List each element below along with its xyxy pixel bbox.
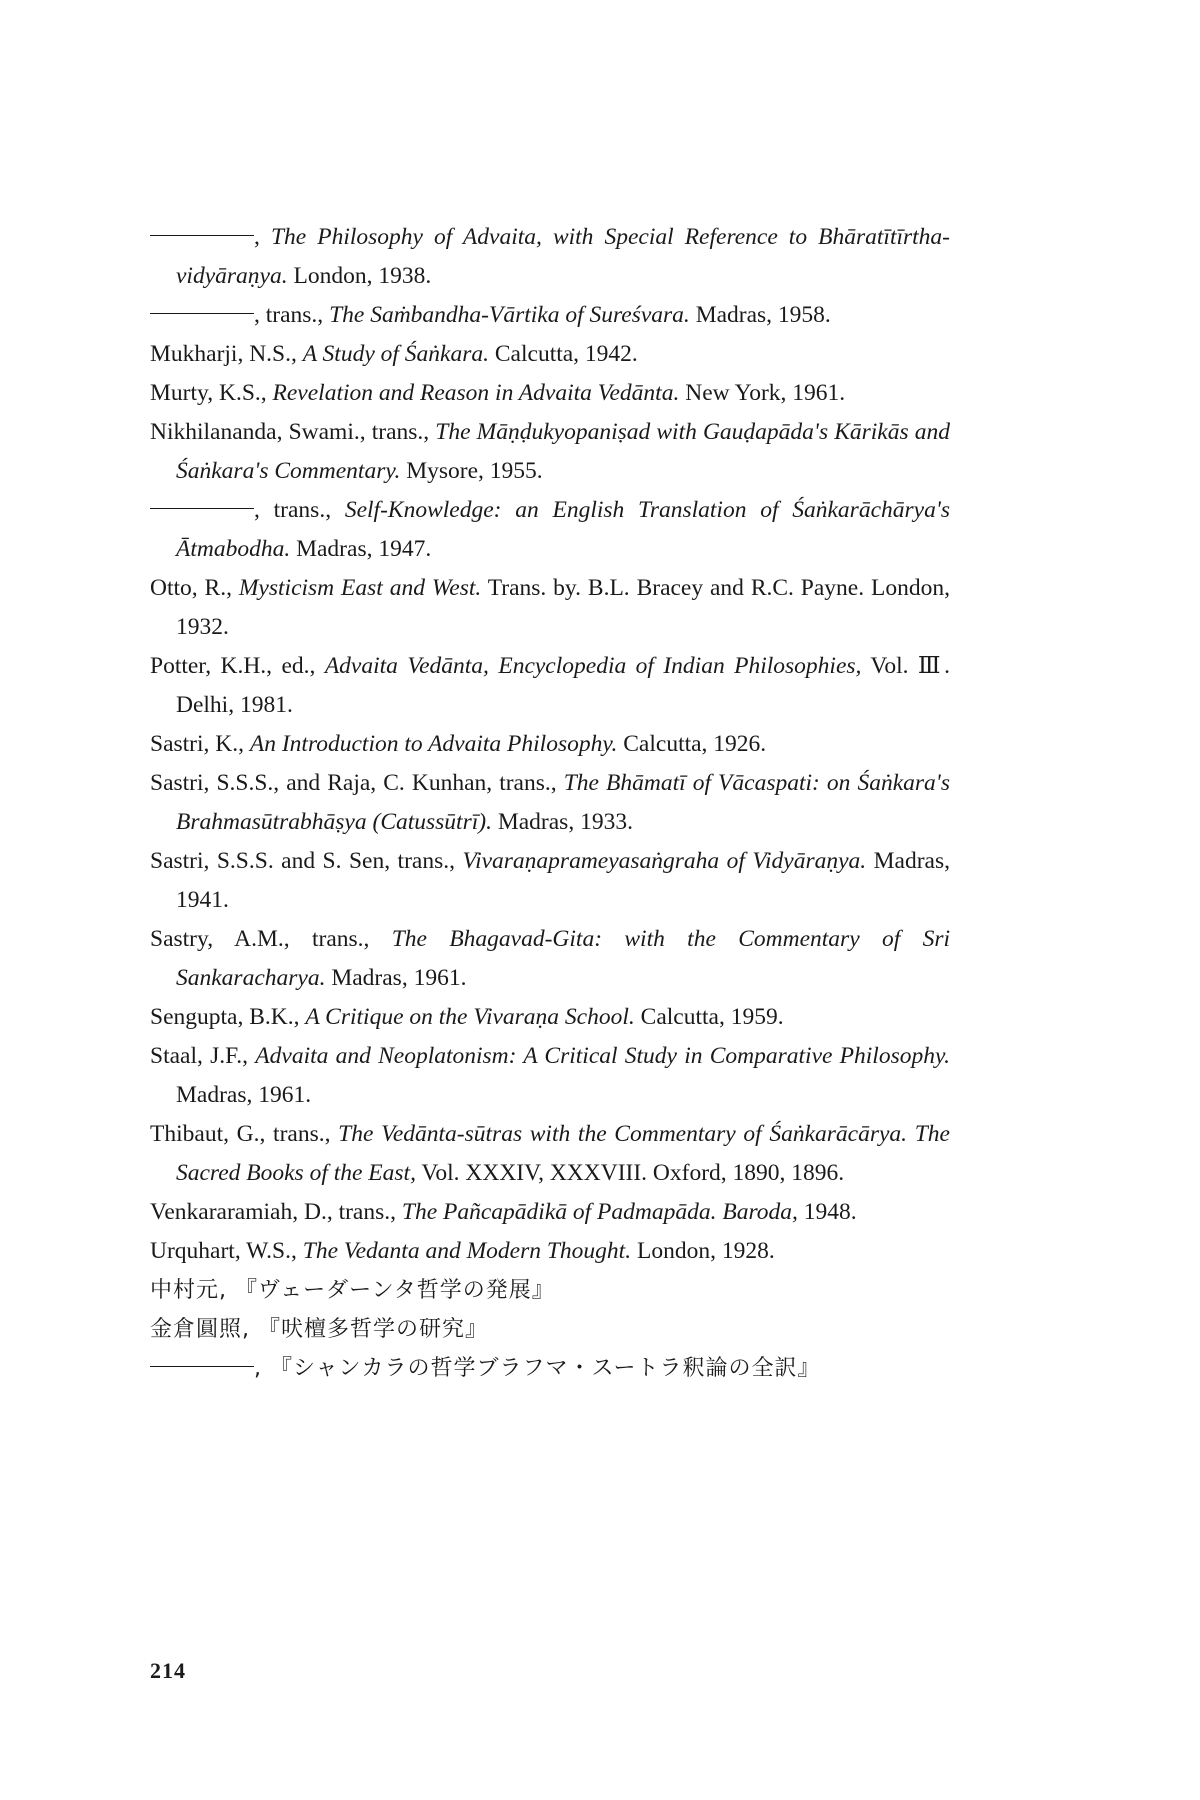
entry-title: Self-Knowledge: an English Translation of Śaṅkarāchārya's Ātmabodha. [176, 497, 950, 562]
entry-publication: Vol. Ⅲ. Delhi, 1981. [176, 653, 950, 718]
entry-author: , trans., [254, 497, 345, 523]
entry-author: Thibaut, G., trans., [150, 1121, 339, 1147]
entry-title: The Māṇḍukyopaniṣad with Gauḍapāda's Kārikās and Śaṅkara's Commentary. [176, 419, 950, 484]
entry-author: Sastri, K., [150, 731, 250, 757]
entry-title: The Bhāmatī of Vācaspati: on Śaṅkara's Brahmasūtrabhāṣya (Catussūtrī). [176, 770, 950, 835]
entry-author: Sastri, S.S.S., and Raja, C. Kunhan, trans., [150, 770, 564, 796]
entry-author: , [254, 224, 271, 250]
bibliography-page [150, 218, 950, 1388]
bibliography-entry [150, 569, 950, 647]
entry-title: The Bhagavad-Gita: with the Commentary of Sri Sankaracharya. [176, 926, 950, 991]
entry-publication: Madras, 1961. [325, 965, 467, 991]
entry-title: The Philosophy of Advaita, with Special Reference to Bhāratītīrtha-vidyāraṇya. [176, 224, 951, 289]
entry-publication: Madras, 1947. [290, 536, 432, 562]
entry-publication: Madras, 1958. [689, 302, 831, 328]
bibliography-entry [150, 218, 950, 296]
entry-author: , trans., [254, 302, 330, 328]
entry-author: Nikhilananda, Swami., trans., [150, 419, 436, 445]
entry-author: Sastri, S.S.S. and S. Sen, trans., [150, 848, 463, 874]
japanese-entry-text: , 『シャンカラの哲学ブラフマ・スートラ釈論の全訳』 [254, 1356, 821, 1381]
bibliography-entry [150, 764, 950, 842]
entry-publication: Trans. by. B.L. Bracey and R.C. Payne. London, 1932. [176, 575, 950, 640]
bibliography-entry [150, 374, 950, 413]
bibliography-entry [150, 491, 950, 569]
entry-title: Advaita and Neoplatonism: A Critical Study in Comparative Philosophy. [255, 1043, 950, 1069]
entry-publication: Vol. XXXIV, XXXVIII. Oxford, 1890, 1896. [415, 1160, 845, 1186]
entry-publication: Madras, 1933. [491, 809, 633, 835]
entry-publication: Calcutta, 1942. [489, 341, 638, 367]
entry-title: Vivaraṇaprameyasaṅgraha of Vidyāraṇya. [462, 848, 867, 874]
bibliography-entry [150, 1037, 950, 1115]
entry-author: Murty, K.S., [150, 380, 273, 406]
entry-title: Advaita Vedānta, Encyclopedia of Indian Philosophies, [324, 653, 862, 679]
ditto-dash [150, 508, 254, 509]
entry-title: The Saṁbandha-Vārtika of Sureśvara. [329, 302, 690, 328]
entry-title: Mysticism East and West. [238, 575, 482, 601]
ditto-dash [150, 313, 254, 314]
entry-publication: 1948. [797, 1199, 857, 1225]
entry-publication: Madras, 1961. [176, 1082, 312, 1108]
bibliography-entry [150, 1193, 950, 1232]
entry-author: Staal, J.F., [150, 1043, 256, 1069]
entry-title: The Pañcapādikā of Padmapāda. Baroda, [401, 1199, 798, 1225]
entry-title: The Vedānta-sūtras with the Commentary of Śaṅkarācārya. The Sacred Books of the East, [176, 1121, 950, 1186]
entry-author: Otto, R., [150, 575, 239, 601]
entry-author: Venkararamiah, D., trans., [150, 1199, 402, 1225]
bibliography-entry [150, 842, 950, 920]
bibliography-entry [150, 725, 950, 764]
ditto-dash [150, 1366, 254, 1367]
page-number: 214 [150, 1658, 186, 1683]
ditto-dash [150, 235, 254, 236]
entry-title: A Critique on the Vivaraṇa School. [305, 1004, 635, 1030]
bibliography-entry [150, 335, 950, 374]
entry-publication: Calcutta, 1959. [634, 1004, 784, 1030]
entry-publication: London, 1928. [631, 1238, 775, 1264]
japanese-entry-text: 金倉圓照, 『吠檀多哲学の研究』 [150, 1317, 488, 1342]
entry-publication: Madras, 1941. [176, 848, 950, 913]
entry-author: Mukharji, N.S., [150, 341, 303, 367]
entry-publication: New York, 1961. [679, 380, 846, 406]
entry-publication: Mysore, 1955. [400, 458, 543, 484]
entry-author: Potter, K.H., ed., [150, 653, 325, 679]
entry-publication: Calcutta, 1926. [617, 731, 767, 757]
bibliography-entry [150, 1232, 950, 1271]
bibliography-entry [150, 296, 950, 335]
entry-title: The Vedanta and Modern Thought. [302, 1238, 632, 1264]
entry-author: Sastry, A.M., trans., [150, 926, 392, 952]
bibliography-entry [150, 413, 950, 491]
bibliography-entry-japanese [150, 1349, 950, 1388]
entry-title: A Study of Śaṅkara. [302, 341, 489, 367]
bibliography-list [150, 218, 950, 1388]
bibliography-entry [150, 920, 950, 998]
bibliography-entry [150, 1115, 950, 1193]
entry-author: Urquhart, W.S., [150, 1238, 303, 1264]
bibliography-entry [150, 998, 950, 1037]
japanese-entry-text: 中村元, 『ヴェーダーンタ哲学の発展』 [150, 1278, 555, 1303]
entry-title: An Introduction to Advaita Philosophy. [249, 731, 618, 757]
entry-title: Revelation and Reason in Advaita Vedānta. [272, 380, 680, 406]
entry-publication: London, 1938. [287, 263, 432, 289]
bibliography-entry [150, 647, 950, 725]
bibliography-entry-japanese [150, 1310, 950, 1349]
bibliography-entry-japanese [150, 1271, 950, 1310]
entry-author: Sengupta, B.K., [150, 1004, 306, 1030]
